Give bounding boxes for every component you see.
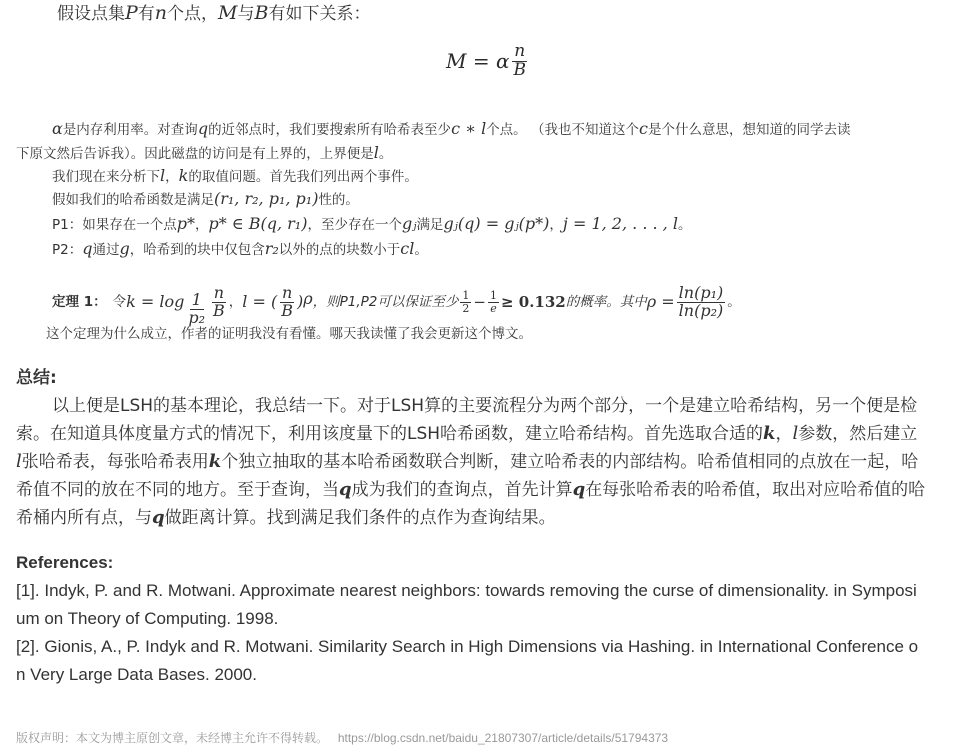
summary-heading: 总结: [16, 368, 57, 388]
alpha-text-c: 的近邻点时，我们要搜索所有哈希表至少 [208, 122, 452, 138]
theorem-comma: ， [228, 294, 243, 310]
var-cl: cl [400, 239, 415, 258]
var-P: P [125, 2, 138, 24]
theorem-frac3 [460, 290, 471, 314]
theorem-note-text: 这个定理为什么成立，作者的证明我没有看懂。哪天我读懂了我会更新这个博文。 [46, 326, 532, 342]
summary-line1 [52, 392, 917, 420]
p1-condition: p* ∈ B(q, r₁) [208, 214, 308, 233]
theorem-k-eq: k = log [126, 292, 185, 311]
copyright-footer [16, 729, 668, 746]
alpha-symbol: α [52, 119, 63, 138]
p1-text-e: ， [549, 217, 563, 233]
analysis-line2-text: 假如我们的哈希函数是满足 [52, 192, 214, 208]
reference-1-line1: [1]. Indyk, P. and R. Motwani. Approximate nearest neighbors: towards removing the curse of dimensionality. in Symposi [16, 581, 917, 600]
theorem-label: 定理 1： [52, 294, 107, 310]
frac4-num: 1 [489, 288, 497, 302]
summary-line3 [16, 448, 918, 476]
summary-line2-text-b: ， [775, 424, 793, 444]
summary-line4 [16, 476, 925, 504]
var-l: l [792, 423, 799, 444]
theorem-note [46, 323, 532, 345]
intro-text-a: 假设点集 [57, 4, 125, 24]
frac5-den: ln(p₂) [678, 300, 724, 320]
summary-line2-text-c: 参数，然后建立 [798, 424, 918, 444]
theorem-text-a: 令 [112, 294, 127, 310]
var-q: q [197, 119, 209, 138]
summary-line4-text-c: 在每张哈希表的哈希值，取出对应哈希值的哈 [585, 480, 926, 500]
theorem-text-b: ，则P1,P2可以保证至少 [312, 294, 459, 310]
theorem-frac5 [677, 282, 726, 320]
var-p-star: p* [176, 214, 195, 233]
theorem-line [52, 282, 741, 327]
summary-line2 [16, 420, 917, 448]
alpha-line2-end: 。 [378, 146, 393, 162]
reference-1-line2: um on Theory of Computing. 1998. [16, 609, 279, 628]
analysis-text-a: 我们现在来分析下 [52, 169, 160, 185]
p1-text-d: 满足 [416, 217, 444, 233]
intro-text-c: 个点， [167, 4, 219, 24]
intro-text-b: 有 [137, 4, 155, 24]
reference-2-line2: n Very Large Data Bases. 2000. [16, 665, 257, 684]
var-l: l [16, 451, 22, 472]
expr-c-times-l: c ∗ l [451, 119, 487, 138]
copyright-text: 版权声明：本文为博主原创文章，未经博主允许不得转载。 [16, 731, 329, 745]
p1-range: j = 1, 2, . . . , l [562, 214, 678, 233]
analysis-text-b: ， [165, 169, 179, 185]
log-base-den: p₂ [188, 307, 206, 327]
var-r2: r₂ [264, 239, 279, 258]
summary-line5-text-a: 希桶内所有点，与 [16, 508, 152, 528]
var-B: B [254, 2, 269, 24]
frac2-den: B [281, 300, 293, 320]
theorem-minus: − [473, 293, 486, 311]
intro-text-e: 有如下关系： [268, 4, 371, 24]
theorem-text-c: 的概率。其中 [565, 294, 647, 310]
frac3-num: 1 [462, 288, 470, 302]
alpha-line2-text: 下原文然后告诉我）。因此磁盘的访问是有上界的，上界便是 [16, 146, 374, 162]
var-g: g [119, 239, 130, 258]
var-k: k [763, 423, 776, 444]
var-q: q [572, 479, 586, 500]
frac2-num: n [281, 282, 293, 302]
var-c: c [638, 119, 648, 138]
references-heading: References: [16, 553, 114, 572]
summary-line4-text-a: 希值不同的放在不同的地方。至于查询，当 [16, 480, 339, 500]
log-base-num: 1 [191, 289, 202, 309]
log-base-fraction [186, 289, 207, 327]
frac3-den: 2 [462, 301, 470, 315]
frac5-num: ln(p₁) [678, 282, 724, 302]
p1-text-a: P1：如果存在一个点 [52, 217, 177, 233]
theorem-end: 。 [727, 294, 741, 310]
rho-superscript: ρ [303, 289, 313, 308]
var-n: n [154, 2, 168, 24]
frac1-num: n [213, 282, 225, 302]
summary-line2-text-a: 索。在知道具体度量方式的情况下，利用该度量下的LSH哈希函数，建立哈希结构。首先选取合适的 [16, 424, 764, 444]
p2-text-c: ，哈希到的块中仅包含 [129, 242, 265, 258]
event-p1 [52, 213, 691, 236]
equation-lhs: M = α [446, 49, 510, 73]
alpha-text-e: 是个什么意思，想知道的同学去读 [647, 122, 851, 138]
var-M: M [218, 2, 238, 24]
alpha-text-d: 个点。 （我也不知道这个 [486, 122, 639, 138]
theorem-frac1 [211, 282, 227, 320]
p1-equation: gⱼ(q) = gⱼ(p*) [443, 214, 550, 233]
summary-line5 [16, 504, 556, 532]
p1-end: 。 [677, 217, 692, 233]
p2-text-d: 以外的点的块数小于 [278, 242, 401, 258]
summary-line1-text: 以上便是LSH的基本理论，我总结一下。对于LSH算的主要流程分为两个部分，一个是建立哈希结构，另一个便是检 [52, 396, 918, 416]
equation-fraction [511, 40, 528, 80]
var-k: k [208, 451, 222, 472]
var-l: l [160, 166, 166, 185]
var-k: k [178, 166, 189, 185]
analysis-line2 [52, 188, 359, 211]
intro-line [57, 0, 370, 27]
var-q: q [339, 479, 352, 500]
alpha-paragraph-line1 [52, 118, 850, 141]
summary-line5-text-b: 做距离计算。找到满足我们条件的点作为查询结果。 [164, 508, 556, 528]
summary-line4-text-b: 成为我们的查询点，首先计算 [351, 480, 573, 500]
main-equation [446, 38, 530, 84]
intro-text-d: 与 [237, 4, 255, 24]
theorem-frac4 [488, 290, 499, 314]
equation-numerator: n [514, 40, 526, 61]
alpha-text-b: 是内存利用率。对查询 [62, 122, 198, 138]
p1-text-c: ，至少存在一个 [307, 217, 402, 233]
event-p2 [52, 238, 428, 261]
summary-line3-text-b: 个独立抽取的基本哈希函数联合判断，建立哈希表的内部结构。哈希值相同的点放在一起，哈 [221, 452, 919, 472]
theorem-l-eq: l = ( [242, 292, 278, 311]
theorem-bound: ≥ 0.132 [500, 293, 566, 311]
reference-2-line1: [2]. Gionis, A., P. Indyk and R. Motwani. Similarity Search in High Dimensions via Hashing. in International Conference o [16, 637, 919, 656]
p2-text-a: P2： [52, 242, 83, 258]
equation-denominator: B [513, 59, 526, 80]
p2-end: 。 [414, 242, 428, 258]
frac4-den: e [490, 301, 497, 315]
analysis-line2-end: 性的。 [318, 192, 359, 208]
var-l: l [373, 143, 379, 162]
article-url-link[interactable]: https://blog.csdn.net/baidu_21807307/article/details/51794373 [337, 731, 669, 745]
theorem-rho-eq: ρ = [646, 292, 675, 311]
analysis-line1 [52, 165, 418, 188]
var-q: q [82, 239, 93, 258]
summary-line3-text-a: 张哈希表，每张哈希表用 [21, 452, 209, 472]
theorem-l-eq-end: ) [296, 292, 304, 311]
var-gj: gⱼ [401, 214, 417, 233]
frac1-den: B [213, 300, 225, 320]
p1-text-b: ， [194, 217, 209, 233]
theorem-frac2 [279, 282, 295, 320]
hash-params: (r₁, r₂, p₁, p₁) [214, 189, 319, 208]
var-q: q [152, 507, 165, 528]
alpha-paragraph-line2 [16, 142, 392, 165]
analysis-text-c: 的取值问题。首先我们列出两个事件。 [188, 169, 418, 185]
p2-text-b: 通过 [92, 242, 120, 258]
